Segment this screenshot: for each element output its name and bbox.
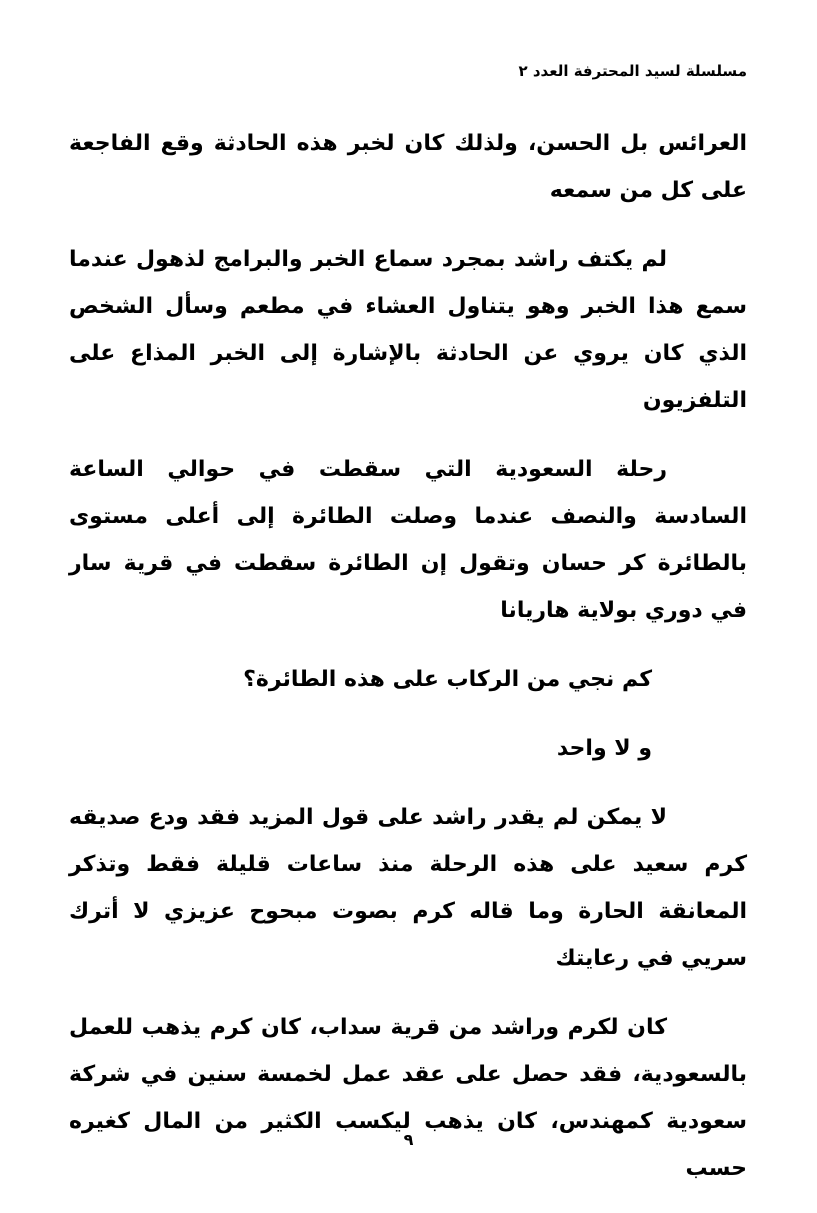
paragraph-4: لا يمكن لم يقدر راشد على قول المزيد فقد ودع صديقه كرم سعيد على هذه الرحلة منذ ساعات قليلة فقط وتذكر المعانقة الحارة وما قاله كرم بصوت مبحوح عزيزي لا أترك سريي في رعايتك xyxy=(69,805,747,971)
paragraph-1: العرائس بل الحسن، ولذلك كان لخبر هذه الحادثة وقع الفاجعة على كل من سمعه xyxy=(69,131,747,203)
page-number: ٩ xyxy=(403,1130,414,1149)
dialogue-answer: و لا واحد xyxy=(556,736,652,761)
dialogue-question: كم نجي من الركاب على هذه الطائرة؟ xyxy=(243,667,652,692)
running-header: مسلسلة لسيد المحترفة العدد ٢ xyxy=(518,62,747,80)
body-text xyxy=(69,120,747,1192)
paragraph-2: لم يكتف راشد بمجرد سماع الخبر والبرامج لذهول عندما سمع هذا الخبر وهو يتناول العشاء في مطعم وسأل الشخص الذي كان يروي عن الحادثة بالإشارة إلى الخبر المذاع على التلفزيون xyxy=(69,247,747,413)
paragraph-5: كان لكرم وراشد من قرية سداب، كان كرم يذهب للعمل بالسعودية، فقد حصل على عقد عمل لخمسة سنين في شركة سعودية كمهندس، كان يذهب ليكسب الكثير من المال كغيره حسب xyxy=(69,1015,747,1181)
paragraph-3: رحلة السعودية التي سقطت في حوالي الساعة السادسة والنصف عندما وصلت الطائرة إلى أعلى مستوى بالطائرة كر حسان وتقول إن الطائرة سقطت في قرية سار في دوري بولاية هاريانا xyxy=(69,457,747,623)
